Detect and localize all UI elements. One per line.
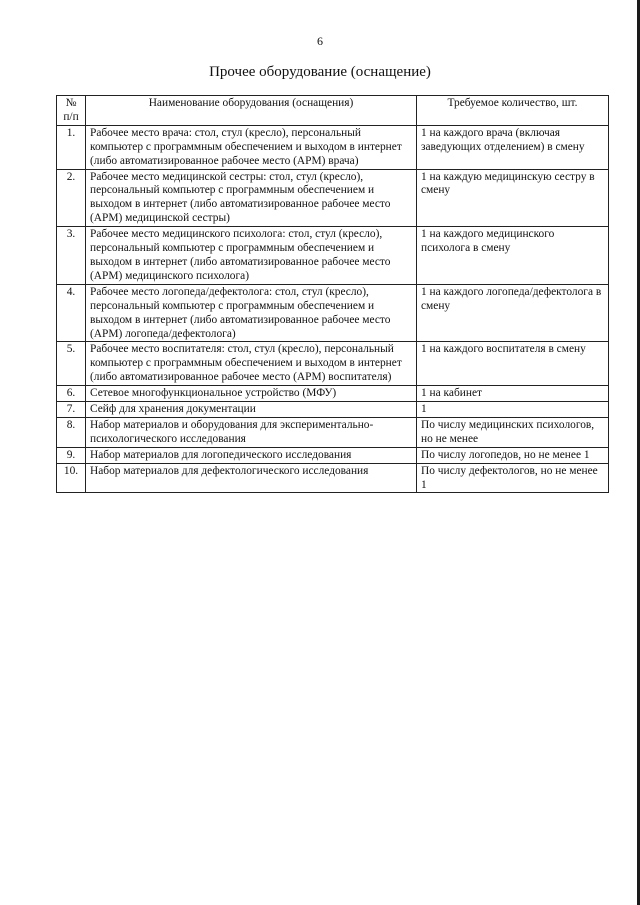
row-number: 8. [57,417,86,447]
table-row [57,284,609,342]
row-quantity: По числу медицинских психологов, но не менее [417,417,609,447]
table-row [57,463,609,493]
row-number: 1. [57,125,86,169]
table-row [57,417,609,447]
table-row [57,227,609,285]
row-equipment-name: Рабочее место врача: стол, стул (кресло), персональный компьютер с программным обеспечением и выходом в интернет (либо автоматизированное рабочее место (АРМ) врача) [86,125,417,169]
row-number: 10. [57,463,86,493]
row-equipment-name: Рабочее место медицинского психолога: стол, стул (кресло), персональный компьютер с программным обеспечением и выходом в интернет (либо автоматизированное рабочее место (АРМ) медицинского психолога) [86,227,417,285]
table-row [57,169,609,227]
row-quantity: 1 [417,402,609,418]
header-equipment-name: Наименование оборудования (оснащения) [86,96,417,126]
row-quantity: 1 на каждого воспитателя в смену [417,342,609,386]
row-equipment-name: Сетевое многофункциональное устройство (МФУ) [86,386,417,402]
row-equipment-name: Рабочее место медицинской сестры: стол, стул (кресло), персональный компьютер с программным обеспечением и выходом в интернет (либо автоматизированное рабочее место (АРМ) медицинской сестры) [86,169,417,227]
page-number: 6 [317,34,323,48]
header-required-quantity: Требуемое количество, шт. [417,96,609,126]
row-equipment-name: Набор материалов и оборудования для экспериментально-психологического исследования [86,417,417,447]
row-number: 7. [57,402,86,418]
equipment-table [56,95,609,493]
row-number: 5. [57,342,86,386]
row-number: 2. [57,169,86,227]
row-number: 3. [57,227,86,285]
header-number: № п/п [57,96,86,126]
row-number: 4. [57,284,86,342]
row-quantity: 1 на каждого логопеда/дефектолога в смену [417,284,609,342]
row-equipment-name: Набор материалов для дефектологического исследования [86,463,417,493]
table-row [57,386,609,402]
document-title: Прочее оборудование (оснащение) [209,64,431,80]
row-equipment-name: Рабочее место логопеда/дефектолога: стол, стул (кресло), персональный компьютер с программным обеспечением и выходом в интернет (либо автоматизированное рабочее место (АРМ) логопеда/дефектолога) [86,284,417,342]
row-number: 9. [57,447,86,463]
row-number: 6. [57,386,86,402]
row-quantity: 1 на кабинет [417,386,609,402]
row-quantity: 1 на каждого медицинского психолога в смену [417,227,609,285]
row-quantity: 1 на каждого врача (включая заведующих отделением) в смену [417,125,609,169]
table-row [57,125,609,169]
row-equipment-name: Рабочее место воспитателя: стол, стул (кресло), персональный компьютер с программным обеспечением и выходом в интернет (либо автоматизированное рабочее место (АРМ) воспитателя) [86,342,417,386]
row-quantity: По числу дефектологов, но не менее 1 [417,463,609,493]
table-header-row [57,96,609,126]
row-quantity: По числу логопедов, но не менее 1 [417,447,609,463]
row-quantity: 1 на каждую медицинскую сестру в смену [417,169,609,227]
table-row [57,342,609,386]
table-row [57,447,609,463]
row-equipment-name: Набор материалов для логопедического исследования [86,447,417,463]
row-equipment-name: Сейф для хранения документации [86,402,417,418]
table-row [57,402,609,418]
